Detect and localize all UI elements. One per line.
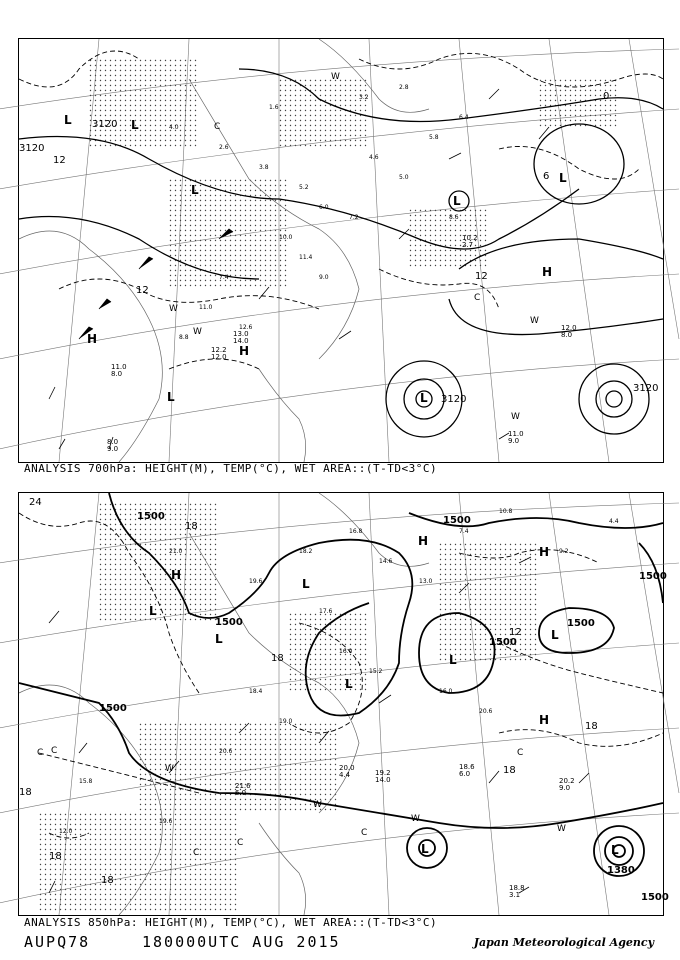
contour-label: 3120	[633, 383, 659, 394]
svg-text:19.0: 19.0	[279, 718, 293, 725]
warm-cold-mark: W	[411, 814, 420, 824]
svg-text:9.2: 9.2	[559, 548, 569, 555]
svg-text:20.6: 20.6	[219, 748, 233, 755]
station-value: 12.2	[211, 346, 227, 354]
svg-text:16.0: 16.0	[339, 648, 353, 655]
svg-text:2.8: 2.8	[399, 84, 409, 91]
pressure-center-symbol: H	[418, 534, 429, 548]
station-value: 9.0	[508, 437, 520, 445]
station-value: 9.0	[559, 784, 571, 792]
pressure-center-symbol: L	[302, 577, 310, 591]
svg-text:3.2: 3.2	[359, 94, 369, 101]
isotherm-label: 18	[271, 653, 284, 664]
pressure-center-symbol: H	[539, 713, 550, 727]
isotherm-label: 18	[585, 721, 598, 732]
station-value: 3.1	[509, 891, 521, 899]
station-value: 6.0	[459, 770, 471, 778]
warm-cold-mark: W	[165, 764, 174, 774]
svg-text:21.0: 21.0	[169, 548, 183, 555]
pressure-center-symbol: L	[611, 843, 619, 857]
isotherm-label: 12	[475, 271, 488, 282]
weather-map-700hpa	[19, 39, 663, 462]
wet-area-700	[89, 59, 619, 289]
map-panel-850hpa	[18, 492, 669, 916]
isotherm-label: 12	[509, 627, 522, 638]
station-value: 19.2	[375, 769, 391, 777]
pressure-center-symbol: L	[345, 677, 353, 691]
warm-cold-mark: W	[193, 327, 202, 337]
station-value: 10.2	[462, 234, 478, 242]
warm-cold-mark: W	[331, 72, 340, 82]
caption-850hpa: ANALYSIS 850hPa: HEIGHT(M), TEMP(°C), WET AREA::(T-TD<3°C)	[24, 916, 438, 929]
isotherm-label: 18	[49, 851, 62, 862]
svg-text:12.6: 12.6	[239, 324, 253, 331]
svg-text:6.4: 6.4	[459, 114, 469, 121]
svg-text:16.8: 16.8	[349, 528, 363, 535]
pressure-center-symbol: H	[542, 265, 553, 279]
svg-text:11.4: 11.4	[299, 254, 313, 261]
isotherm-label: 18	[101, 875, 114, 886]
svg-text:4.0: 4.0	[169, 124, 179, 131]
svg-text:8.6: 8.6	[449, 214, 459, 221]
isotherm-label: 24	[29, 497, 42, 508]
svg-text:4.4: 4.4	[609, 518, 619, 525]
svg-text:11.0: 11.0	[199, 304, 213, 311]
station-value: 9.0	[107, 445, 119, 453]
isotherm-label: 12	[136, 285, 149, 296]
pressure-center-symbol: L	[131, 118, 139, 132]
contour-label: 1500	[215, 617, 243, 628]
svg-text:7.4: 7.4	[219, 274, 229, 281]
svg-text:10.0: 10.0	[279, 234, 293, 241]
contour-label: 1500	[641, 892, 669, 903]
svg-text:6.0: 6.0	[319, 204, 329, 211]
svg-text:20.6: 20.6	[479, 708, 493, 715]
pressure-center-symbol: L	[449, 653, 457, 667]
isotherm-label: 0	[603, 91, 610, 102]
station-value: 14.0	[233, 337, 249, 345]
caption-700hpa: ANALYSIS 700hPa: HEIGHT(M), TEMP(°C), WET AREA::(T-TD<3°C)	[24, 462, 438, 475]
pressure-center-symbol: L	[215, 632, 223, 646]
svg-text:10.8: 10.8	[499, 508, 513, 515]
weather-map-850hpa	[19, 493, 669, 915]
pressure-center-symbol: L	[149, 604, 157, 618]
pressure-center-symbol: L	[64, 113, 72, 127]
isotherm-label: 18	[503, 765, 516, 776]
warm-cold-mark: W	[313, 800, 322, 810]
warm-cold-mark: W	[530, 316, 539, 326]
svg-text:19.6: 19.6	[249, 578, 263, 585]
svg-text:18.4: 18.4	[249, 688, 263, 695]
pressure-center-symbol: L	[167, 390, 175, 404]
svg-text:9.0: 9.0	[319, 274, 329, 281]
agency-credit: Japan Meteorological Agency	[473, 936, 654, 949]
svg-text:18.2: 18.2	[299, 548, 313, 555]
svg-text:15.8: 15.8	[79, 778, 93, 785]
warm-cold-mark: W	[511, 412, 520, 422]
pressure-center-symbol: L	[559, 171, 567, 185]
contour-label: 3120	[441, 394, 467, 405]
station-value: 8.0	[111, 370, 123, 378]
svg-text:15.2: 15.2	[369, 668, 383, 675]
station-value: 8.0	[561, 331, 573, 339]
station-value: 13.0	[233, 330, 249, 338]
svg-text:12.0: 12.0	[59, 828, 73, 835]
warm-cold-mark: C	[237, 838, 244, 848]
svg-text:13.0: 13.0	[419, 578, 433, 585]
warm-cold-mark: C	[193, 848, 200, 858]
warm-cold-mark: W	[557, 824, 566, 834]
pressure-center-symbol: L	[421, 842, 429, 856]
station-value: 18.8	[509, 884, 525, 892]
contour-label: 1500	[137, 511, 165, 522]
svg-text:1.6: 1.6	[269, 104, 279, 111]
station-value: 21.6	[235, 782, 251, 790]
isotherm-label: 18	[19, 787, 32, 798]
svg-text:16.0: 16.0	[439, 688, 453, 695]
warm-cold-mark: C	[361, 828, 368, 838]
warm-cold-mark: C	[214, 122, 221, 132]
chart-code: AUPQ78	[24, 933, 91, 951]
station-value: 2.7	[462, 241, 474, 249]
svg-text:14.6: 14.6	[379, 558, 393, 565]
station-value: 4.4	[339, 771, 351, 779]
svg-text:5.2: 5.2	[299, 184, 309, 191]
pressure-center-symbol: L	[420, 391, 428, 405]
station-value: 11.0	[111, 363, 127, 371]
pressure-center-symbol: L	[551, 628, 559, 642]
station-value: 14.0	[375, 776, 391, 784]
isotherm-label: 12	[53, 155, 66, 166]
pressure-center-symbol: L	[191, 183, 199, 197]
isotherm-label: 18	[185, 521, 198, 532]
valid-time: 180000UTC AUG 2015	[142, 933, 341, 951]
warm-cold-mark: C	[474, 293, 481, 303]
warm-cold-mark: C	[51, 746, 58, 756]
map-panel-700hpa	[18, 38, 664, 463]
contour-label: 1500	[489, 637, 517, 648]
svg-text:2.6: 2.6	[219, 144, 229, 151]
svg-text:3.8: 3.8	[259, 164, 269, 171]
warm-cold-mark: C	[37, 748, 44, 758]
station-value: 11.0	[508, 430, 524, 438]
svg-text:7.2: 7.2	[349, 214, 359, 221]
svg-text:5.8: 5.8	[429, 134, 439, 141]
contour-label: 1380	[607, 865, 635, 876]
pressure-center-symbol: H	[539, 545, 550, 559]
contour-label: 3120	[92, 119, 118, 130]
warm-cold-mark: W	[169, 304, 178, 314]
svg-text:7.4: 7.4	[459, 528, 469, 535]
contour-label: 3120	[19, 143, 45, 154]
pressure-center-symbol: H	[171, 568, 182, 582]
svg-text:8.8: 8.8	[179, 334, 189, 341]
warm-cold-mark: C	[517, 748, 524, 758]
station-value: 12.0	[211, 353, 227, 361]
contour-label: 1500	[443, 515, 471, 526]
station-value: 20.2	[559, 777, 575, 785]
pressure-center-symbol: H	[87, 332, 98, 346]
isotherm-label: 6	[543, 171, 550, 182]
svg-text:4.6: 4.6	[369, 154, 379, 161]
contour-label: 1500	[567, 618, 595, 629]
svg-text:5.0: 5.0	[399, 174, 409, 181]
pressure-centers-700	[64, 113, 567, 405]
pressure-center-symbol: H	[239, 344, 250, 358]
contour-label: 1500	[99, 703, 127, 714]
station-value: 6.0	[235, 789, 247, 797]
pressure-center-symbol: L	[453, 194, 461, 208]
station-value: 18.6	[459, 763, 475, 771]
station-value: 8.0	[107, 438, 119, 446]
contour-label: 1500	[639, 571, 667, 582]
station-value: 12.0	[561, 324, 577, 332]
station-value: 20.0	[339, 764, 355, 772]
svg-text:19.6: 19.6	[159, 818, 173, 825]
svg-text:17.6: 17.6	[319, 608, 333, 615]
